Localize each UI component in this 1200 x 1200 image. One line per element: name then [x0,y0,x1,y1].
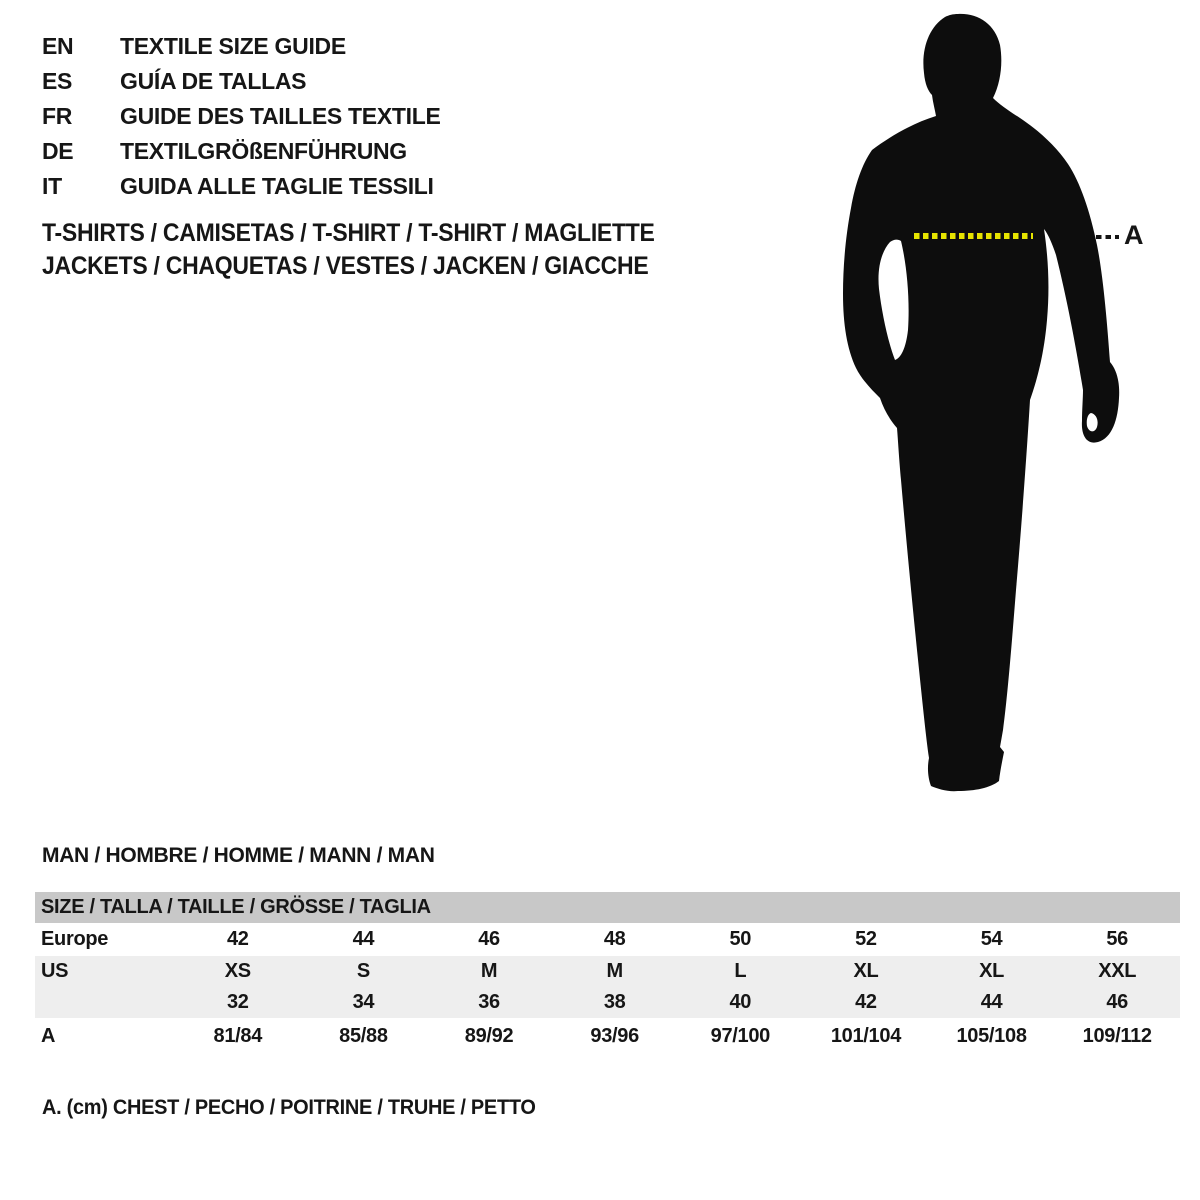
size-table-header: SIZE / TALLA / TAILLE / GRÖSSE / TAGLIA [35,892,1180,923]
table-cell: 48 [603,928,626,950]
table-row-chest [35,1018,1180,1054]
table-cell: 40 [729,991,752,1013]
table-cell: 32 [226,991,249,1013]
table-cell: 42 [226,928,249,950]
table-cell: 46 [1106,991,1129,1013]
table-cell: 97/100 [710,1024,770,1047]
language-row [42,169,441,204]
table-cell: M [606,960,623,982]
language-row [42,99,441,134]
man-silhouette-figure [840,10,1130,800]
table-cell: XL [979,960,1005,982]
table-cell: XL [853,960,879,982]
table-cell: 85/88 [339,1024,388,1047]
table-cell: 56 [1106,928,1129,950]
table-cell: XS [224,960,251,982]
language-guide-block [42,29,441,204]
garment-categories [42,217,655,283]
table-cell: M [480,960,498,982]
table-row-europe [35,923,1180,956]
table-cell: 36 [478,991,500,1013]
row-label: Europe [41,928,109,950]
table-cell: 81/84 [213,1024,263,1047]
table-cell: L [734,960,747,982]
language-code: ES [42,68,73,94]
language-code: IT [42,173,62,199]
table-cell: S [356,960,370,982]
measure-footnote: A. (cm) CHEST / PECHO / POITRINE / TRUHE / PETTO [42,1096,536,1119]
row-label: US [41,960,69,982]
language-code: FR [42,103,73,129]
table-cell: 46 [478,928,500,950]
table-cell: 38 [603,991,626,1013]
table-cell: 89/92 [464,1024,514,1047]
table-cell: 101/104 [830,1024,902,1047]
language-row [42,64,441,99]
table-cell: 93/96 [590,1024,639,1047]
table-row-us-numeric [35,987,1180,1018]
table-cell: 44 [352,928,375,950]
table-cell: 54 [980,928,1003,950]
language-row [42,29,441,64]
table-row-us [35,956,1180,987]
table-cell: 105/108 [956,1024,1027,1047]
language-row [42,134,441,169]
section-title-man: MAN / HOMBRE / HOMME / MANN / MAN [42,844,435,867]
guide-title: TEXTILGRÖßENFÜHRUNG [120,138,407,164]
language-code: EN [42,33,74,59]
guide-title: TEXTILE SIZE GUIDE [120,33,346,59]
measure-label-a: A [1124,220,1144,250]
table-cell: 42 [855,991,877,1013]
table-cell: 44 [980,991,1003,1013]
man-silhouette-icon [843,14,1119,791]
table-cell: 52 [855,928,877,950]
table-cell: 34 [352,991,375,1013]
size-table [35,923,1180,1054]
language-code: DE [42,138,74,164]
guide-title: GUÍA DE TALLAS [120,68,307,94]
category-line-tshirts: T-SHIRTS / CAMISETAS / T-SHIRT / T-SHIRT / MAGLIETTE [42,219,655,247]
row-label: A [41,1024,56,1047]
guide-title: GUIDA ALLE TAGLIE TESSILI [120,173,434,199]
table-cell: 109/112 [1082,1024,1152,1047]
guide-title: GUIDE DES TAILLES TEXTILE [120,103,441,129]
table-cell: XXL [1098,960,1137,982]
table-cell: 50 [729,928,752,950]
category-line-jackets: JACKETS / CHAQUETAS / VESTES / JACKEN / GIACCHE [42,252,649,280]
